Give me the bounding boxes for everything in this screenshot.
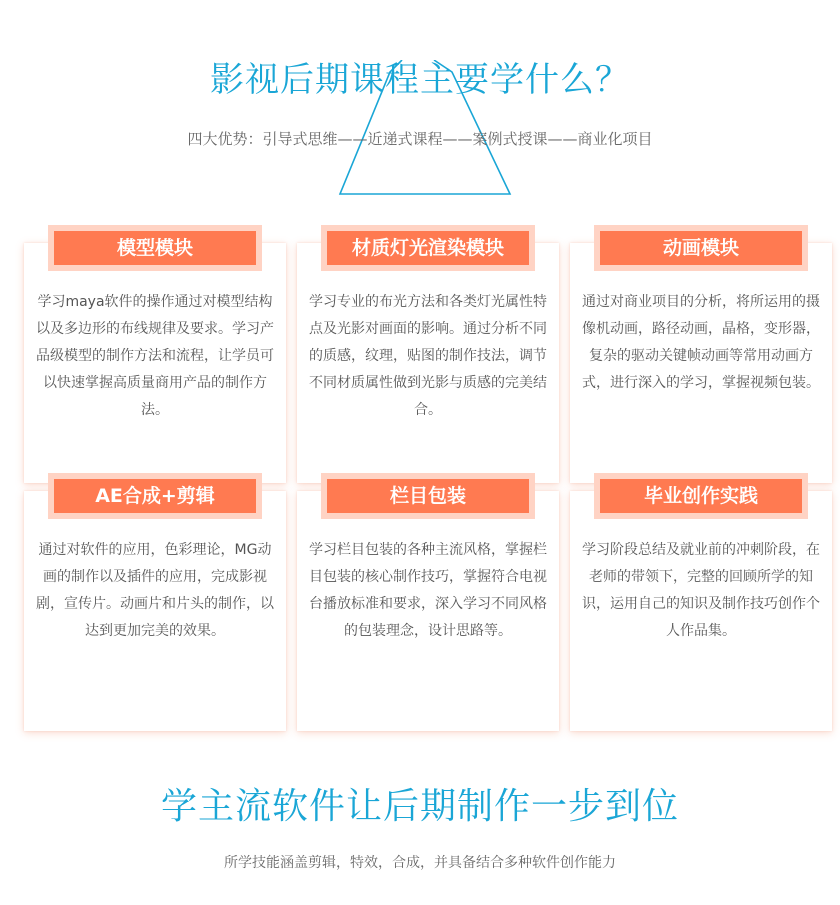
module-description: 学习阶段总结及就业前的冲刺阶段，在老师的带领下，完整的回顾所学的知识，运用自己的知识及制作技巧创作个人作品集。: [582, 542, 820, 639]
module-header-frame: [321, 225, 535, 271]
module-card-packaging: [297, 485, 559, 731]
module-header-frame: [48, 473, 262, 519]
module-description: 学习maya软件的操作通过对模型结构以及多边形的布线规律及要求。学习产品级模型的制作方法和流程，让学员可以快速掌握高质量商用产品的制作方法。: [36, 294, 274, 418]
module-title: 模型模块: [54, 231, 256, 265]
module-title: 栏目包装: [327, 479, 529, 513]
module-card-graduation: [570, 485, 832, 731]
module-title: 动画模块: [600, 231, 802, 265]
module-header-frame: [321, 473, 535, 519]
module-header-frame: [48, 225, 262, 271]
module-description: 通过对软件的应用，色彩理论，MG动画的制作以及插件的应用，完成影视剧，宣传片。动画片和片头的制作，以达到更加完美的效果。: [36, 542, 274, 639]
module-description: 通过对商业项目的分析，将所运用的摄像机动画，路径动画，晶格，变形器，复杂的驱动关键帧动画等常用动画方式，进行深入的学习，掌握视频包装。: [582, 294, 820, 391]
module-card-material-lighting: [297, 237, 559, 483]
footer-subtitle: 所学技能涵盖剪辑，特效，合成，并具备结合多种软件创作能力: [224, 855, 616, 871]
page-title: 影视后期课程主要学什么？: [210, 60, 630, 100]
module-title: 毕业创作实践: [600, 479, 802, 513]
module-card-model: [24, 237, 286, 483]
module-card-animation: [570, 237, 832, 483]
module-title: AE合成+剪辑: [54, 479, 256, 513]
module-title: 材质灯光渲染模块: [327, 231, 529, 265]
module-description: 学习栏目包装的各种主流风格，掌握栏目包装的核心制作技巧，掌握符合电视台播放标准和要求，深入学习不同风格的包装理念，设计思路等。: [309, 542, 547, 639]
footer-title: 学主流软件让后期制作一步到位: [160, 786, 679, 827]
module-header-frame: [594, 473, 808, 519]
triangle-outline: [340, 60, 510, 194]
module-header-frame: [594, 225, 808, 271]
module-description: 学习专业的布光方法和各类灯光属性特点及光影对画面的影响。通过分析不同的质感，纹理，贴图的制作技法，调节不同材质属性做到光影与质感的完美结合。: [309, 294, 547, 418]
advantages-subtitle: 四大优势：引导式思维——近递式课程——案例式授课——商业化项目: [187, 130, 653, 148]
module-card-ae-compositing: [24, 485, 286, 731]
